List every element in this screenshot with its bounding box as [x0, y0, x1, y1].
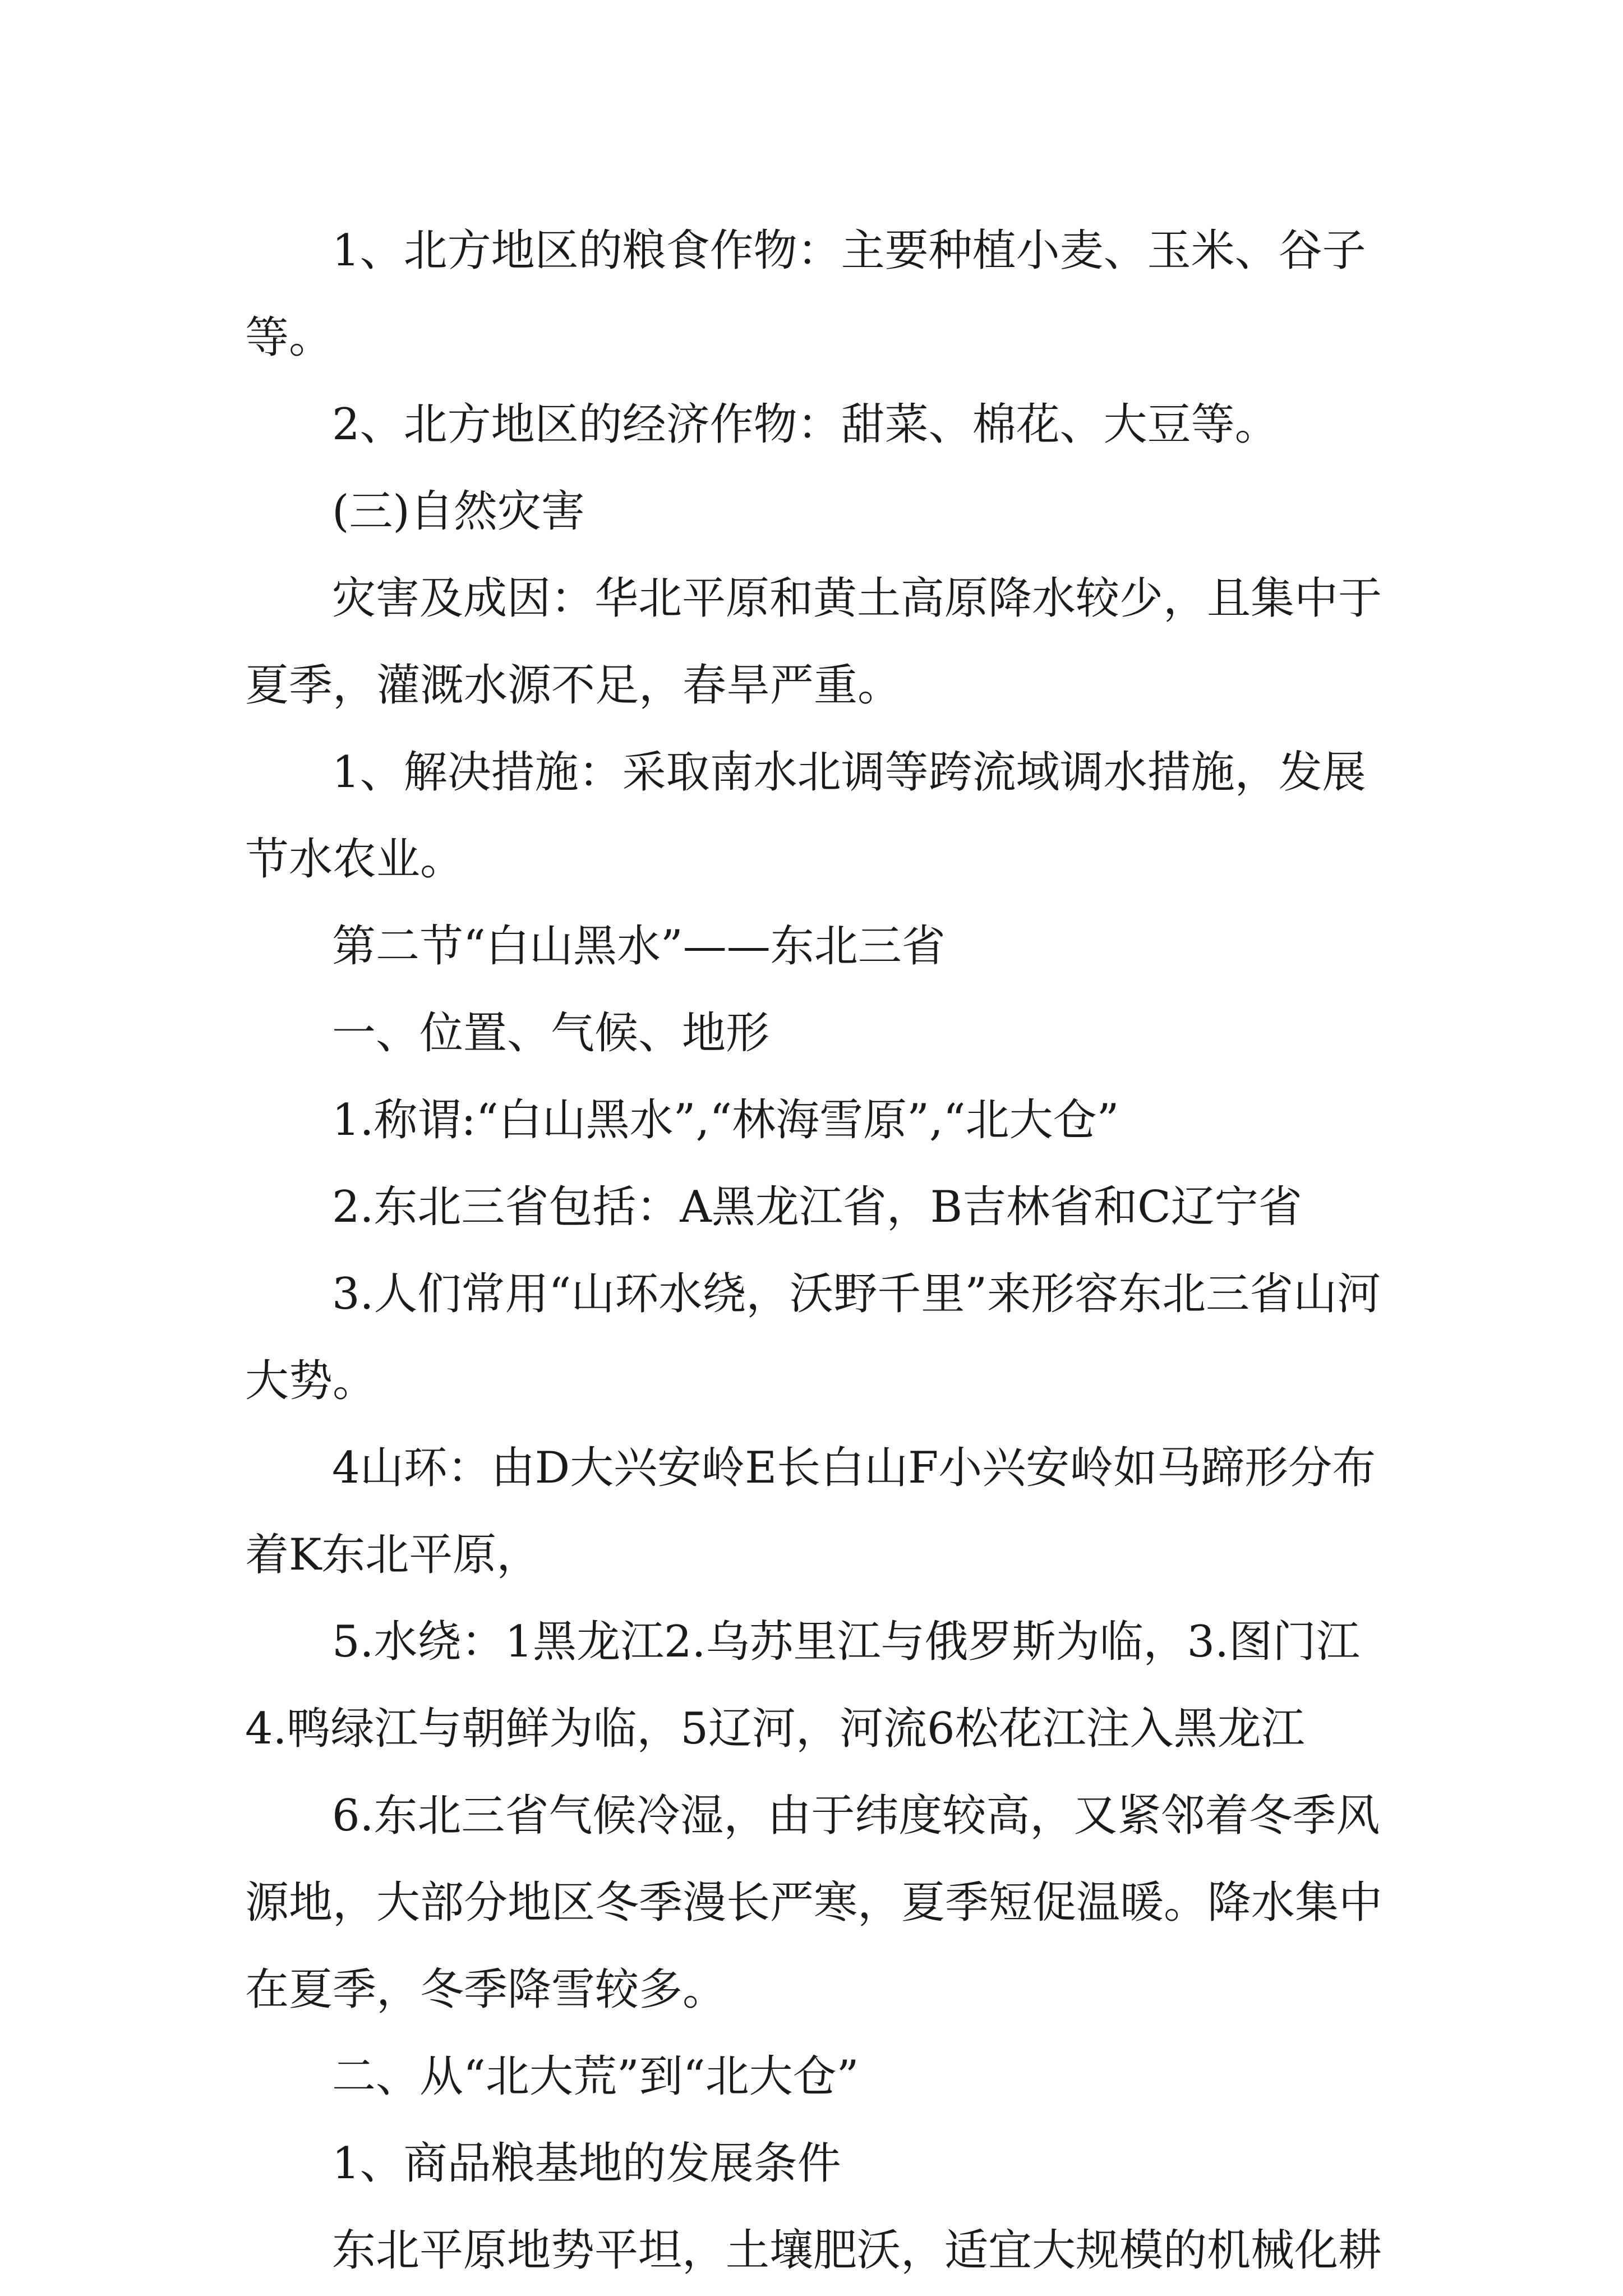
paragraph-nicknames: 1.称谓:“白山黑水”,“林海雪原”,“北大仓”: [332, 1095, 1119, 1145]
paragraph-plain-conditions: 东北平原地势平坦，土壤肥沃，适宜大规模的机械化耕: [332, 2225, 1382, 2276]
heading-section-two: 第二节“白山黑水”——东北三省: [332, 921, 946, 972]
document-body: [245, 208, 1384, 2294]
heading-location-climate-terrain: 一、位置、气候、地形: [332, 1008, 770, 1059]
heading-natural-disasters: (三)自然灾害: [332, 486, 585, 537]
paragraph-mountains-rivers: 3.人们常用“山环水绕，沃野千里”来形容东北三省山河大势。: [245, 1269, 1381, 1406]
paragraph-climate: 6.东北三省气候冷湿，由于纬度较高，又紧邻着冬季风源地，大部分地区冬季漫长严寒，夏季短促温暖。降水集中在夏季，冬季降雪较多。: [245, 1791, 1383, 2015]
paragraph-solutions: 1、解决措施：采取南水北调等跨流域调水措施，发展节水农业。: [245, 747, 1366, 885]
paragraph-mountain-ring: 4山环：由D大兴安岭E长白山F小兴安岭如马蹄形分布着K东北平原，: [245, 1443, 1376, 1580]
paragraph-river-surround: 5.水绕：1黑龙江2.乌苏里江与俄罗斯为临，3.图门江4.鸭绿江与朝鲜为临，5辽河，河流6松花江注入黑龙江: [245, 1617, 1360, 1754]
paragraph-grain-crops: 1、北方地区的粮食作物：主要种植小麦、玉米、谷子等。: [245, 226, 1366, 363]
paragraph-three-provinces: 2.东北三省包括：A黑龙江省，B吉林省和C辽宁省: [332, 1182, 1302, 1232]
paragraph-disaster-causes: 灾害及成因：华北平原和黄土高原降水较少，且集中于夏季，灌溉水源不足，春旱严重。: [245, 573, 1382, 711]
heading-grain-base-conditions: 1、商品粮基地的发展条件: [332, 2138, 841, 2189]
paragraph-cash-crops: 2、北方地区的经济作物：甜菜、棉花、大豆等。: [332, 399, 1279, 450]
heading-granary: 二、从“北大荒”到“北大仓”: [332, 2051, 859, 2102]
